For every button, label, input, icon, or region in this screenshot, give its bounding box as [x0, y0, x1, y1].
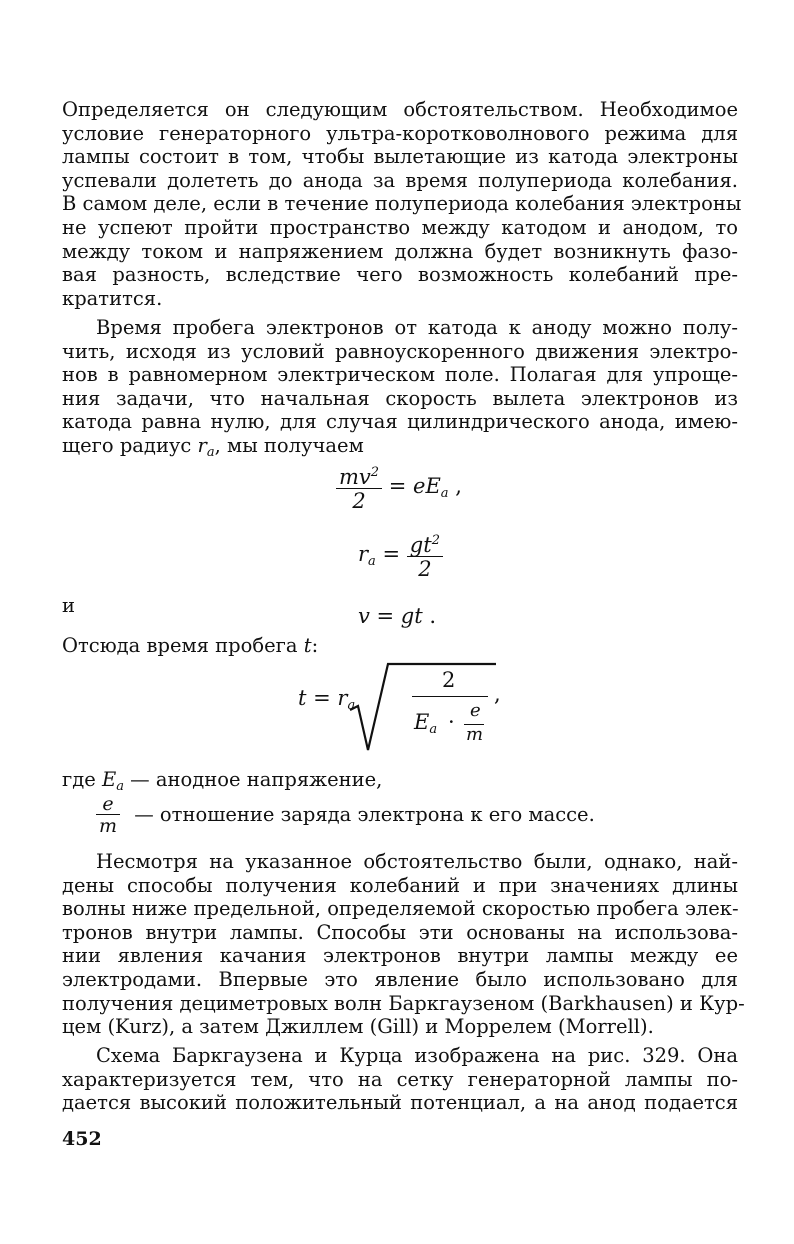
- equation-radius: [358, 530, 443, 581]
- subscript: a: [116, 779, 124, 794]
- equation-time: [298, 662, 518, 758]
- voltage-variable: E: [101, 768, 117, 791]
- numerator: [336, 462, 382, 489]
- inner-num-e: e: [470, 700, 481, 721]
- text-line: дается высокий положительный потенциал, а на анод подается: [62, 1091, 738, 1115]
- ratio-line: [96, 794, 595, 837]
- denominator: m: [99, 815, 118, 837]
- fraction: [96, 794, 120, 837]
- where-line: [62, 768, 382, 794]
- text-line: [62, 434, 738, 465]
- text-line: получения дециметровых волн Баркгаузеном (Barkhausen) и Кур-: [62, 991, 745, 1015]
- text-line: Схема Баркгаузена и Курца изображена на рис. 329. Она: [96, 1044, 738, 1067]
- conjunction-and: и: [62, 594, 75, 617]
- denominator-var: E: [414, 710, 430, 734]
- numerator: [407, 530, 443, 557]
- multiply-dot: ·: [448, 710, 455, 734]
- text-line: Несмотря на указанное обстоятельство были, однако, най-: [96, 850, 738, 873]
- subscript: a: [368, 554, 376, 569]
- text-line: катода равна нулю, для случая цилиндрического анода, имею-: [62, 410, 738, 434]
- paragraph-3: [62, 850, 745, 1039]
- text-line: В самом деле, если в течение полупериода колебания электроны: [62, 192, 742, 216]
- page-number: 452: [62, 1128, 102, 1150]
- time-intro-line: [62, 634, 318, 657]
- paragraph-1: [62, 98, 742, 310]
- paragraph-4: [62, 1044, 738, 1115]
- punctuation: ,: [448, 474, 462, 498]
- numerator: e: [96, 794, 120, 815]
- subscript: a: [347, 698, 356, 713]
- radius-subscript: a: [206, 444, 215, 460]
- radius-variable: r: [197, 433, 207, 457]
- numerator: 2: [442, 668, 456, 692]
- text-line: кратится.: [62, 286, 163, 310]
- text-fragment: где: [62, 768, 102, 791]
- equation-expr: v = gt: [358, 604, 423, 628]
- numerator-text: gt: [409, 533, 432, 557]
- text-line: условие генераторного ультра-коротковолнового режима для: [62, 121, 738, 145]
- text-line: нов в равномерном электрическом поле. Полагая для упроще-: [62, 363, 738, 387]
- text-fragment: — анодное напряжение,: [123, 768, 383, 791]
- text-fragment: щего радиус: [62, 433, 198, 457]
- denominator-E: [414, 710, 437, 737]
- time-variable: t: [303, 634, 312, 657]
- equation-rhs: = eE: [388, 474, 441, 498]
- text-line: между током и напряжением должна будет возникнуть фазо-: [62, 239, 738, 263]
- punctuation: .: [422, 604, 437, 628]
- exponent: 2: [370, 465, 380, 480]
- text-line: электродами. Впервые это явление было использовано для: [62, 967, 738, 991]
- equation-velocity: [358, 604, 436, 628]
- denominator: 2: [418, 557, 432, 581]
- text-line: вая разность, вследствие чего возможность колебаний пре-: [62, 263, 738, 287]
- text-fragment: , мы получаем: [214, 433, 364, 457]
- denominator: 2: [352, 489, 366, 513]
- paragraph-2: [62, 316, 738, 465]
- text-line: успевали долететь до анода за время полупериода колебания.: [62, 168, 738, 192]
- punctuation: ,: [494, 682, 501, 706]
- text-line: характеризуется тем, что на сетку генераторной лампы по-: [62, 1067, 738, 1091]
- text-line: тронов внутри лампы. Способы эти основаны на использова-: [62, 920, 738, 944]
- fraction: [407, 530, 443, 581]
- text-line: дены способы получения колебаний и при значениях длины: [62, 873, 738, 897]
- equation-energy: [336, 462, 462, 513]
- subscript: a: [440, 486, 449, 501]
- text-line: волны ниже предельной, определяемой скоростью пробега элек-: [62, 897, 739, 921]
- text-line: цем (Kurz), а затем Джиллем (Gill) и Моррелем (Morrell).: [62, 1015, 654, 1039]
- text-line: ния задачи, что начальная скорость вылета электронов из: [62, 386, 738, 410]
- punctuation: :: [311, 634, 319, 657]
- text-line: не успеют пройти пространство между катодом и анодом, то: [62, 215, 738, 239]
- fraction: [336, 462, 382, 513]
- fraction-bar: [412, 696, 488, 697]
- numerator-text: mv: [339, 465, 371, 489]
- text-fragment: Отсюда время пробега: [62, 634, 304, 657]
- text-line: Время пробега электронов от катода к аноду можно полу-: [96, 316, 738, 339]
- equals-sign: =: [382, 542, 401, 566]
- text-line: нии явления качания электронов внутри лампы между ее: [62, 944, 738, 968]
- equation-lhs: r: [358, 542, 369, 566]
- inner-den-m: m: [466, 724, 484, 745]
- subscript: a: [429, 722, 438, 737]
- exponent: 2: [431, 533, 440, 548]
- text-fragment: — отношение заряда электрона к его массе.: [134, 803, 595, 826]
- lhs-text: t = r: [298, 686, 348, 710]
- equation-lhs: [298, 686, 355, 713]
- text-line: чить, исходя из условий равноускоренного движения электро-: [62, 339, 738, 363]
- text-line: Определяется он следующим обстоятельством. Необходимое: [62, 98, 738, 121]
- text-line: лампы состоит в том, чтобы вылетающие из катода электроны: [62, 145, 738, 169]
